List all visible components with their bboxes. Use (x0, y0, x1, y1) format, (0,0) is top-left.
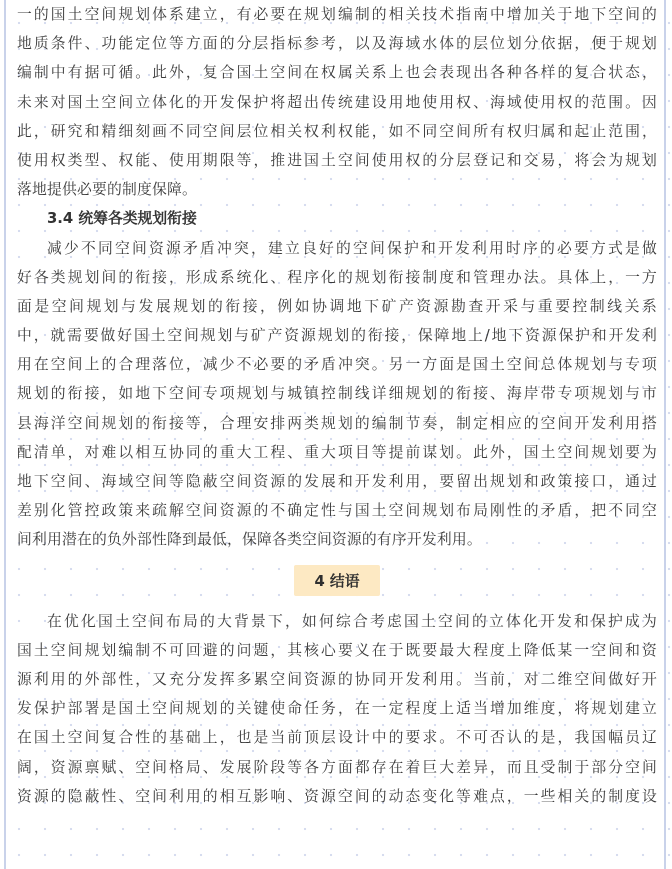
text-line: 落地提供必要的制度保障。 (17, 181, 197, 199)
text-line: 此，研究和精细刻画不同空间层位相关权利权能，如不同空间所有权归属和起止范围， (17, 122, 657, 140)
article-body (17, 0, 657, 811)
subsection-paragraph (17, 234, 657, 555)
text-line: 间利用潜在的负外部性降到最低，保障各类空间资源的有序开发利用。 (17, 531, 482, 549)
text-line: 中，就需要做好国土空间规划与矿产资源规划的衔接，保障地上/地下资源保护和开发利 (17, 327, 657, 345)
text-line: 在国土空间复合性的基础上，也是当前顶层设计中的要求。不可否认的是，我国幅员辽 (17, 729, 657, 747)
subsection-heading: 3.4 统筹各类规划衔接 (47, 210, 197, 228)
conclusion-paragraph (17, 607, 657, 811)
section-heading-row (17, 555, 657, 607)
text-line: 未来对国土空间立体化的开发保护将超出传统建设用地使用权、海域使用权的范围。因 (17, 93, 657, 111)
text-line: 使用权类型、权能、使用期限等，推进国土空间使用权的分层登记和交易，将会为规划 (17, 151, 657, 169)
text-line: 地质条件、功能定位等方面的分层指标参考，以及海域水体的层位划分依据，便于规划 (17, 35, 657, 53)
text-line: 配清单，对难以相互协同的重大工程、重大项目等提前谋划。此外，国土空间规划要为 (17, 443, 657, 461)
text-line: 编制中有据可循。此外，复合国土空间在权属关系上也会表现出各种各样的复合状态， (17, 64, 657, 82)
text-line: 好各类规划间的衔接，形成系统化、程序化的规划衔接制度和管理办法。具体上，一方 (17, 268, 657, 286)
text-line: 面是空间规划与发展规划的衔接，例如协调地下矿产资源勘查开采与重要控制线关系 (17, 297, 657, 315)
text-line: 用在空间上的合理落位，减少不必要的矛盾冲突。另一方面是国土空间总体规划与专项 (17, 356, 657, 374)
text-line: 源利用的外部性，又充分发挥多累空间资源的协同开发利用。当前，对二维空间做好开 (17, 670, 657, 688)
text-line: 阔，资源禀赋、空间格局、发展阶段等各方面都存在着巨大差异，而且受制于部分空间 (17, 758, 657, 776)
text-line: 县海洋空间规划的衔接等，合理安排两类规划的编制节奏，制定相应的空间开发利用搭 (17, 414, 657, 432)
section-heading: 4 结语 (294, 565, 379, 596)
text-line: 差别化管控政策来疏解空间资源的不确定性与国土空间规划布局刚性的矛盾，把不同空 (17, 502, 657, 520)
text-line: 发保护部署是国土空间规划的关键使命任务，在一定程度上适当增加维度，将规划建立 (17, 700, 657, 718)
text-line: 规划的衔接，如地下空间专项规划与城镇控制线详细规划的衔接、海岸带专项规划与市 (17, 385, 657, 403)
text-line: 地下空间、海域空间等隐蔽空间资源的发展和开发利用，要留出规划和政策接口，通过 (17, 473, 657, 490)
text-line: 减少不同空间资源矛盾冲突，建立良好的空间保护和开发利用时序的必要方式是做 (47, 239, 657, 257)
text-line: 资源的隐蔽性、空间利用的相互影响、资源空间的动态变化等难点，一些相关的制度设 (17, 787, 657, 805)
text-line: 国土空间规划编制不可回避的问题，其核心要义在于既要最大程度上降低某一空间和资 (17, 641, 657, 659)
text-line: 一的国土空间规划体系建立，有必要在规划编制的相关技术指南中增加关于地下空间的 (17, 6, 657, 23)
intro-paragraph (17, 0, 657, 204)
text-line: 在优化国土空间布局的大背景下，如何综合考虑国土空间的立体化开发和保护成为 (47, 612, 657, 630)
